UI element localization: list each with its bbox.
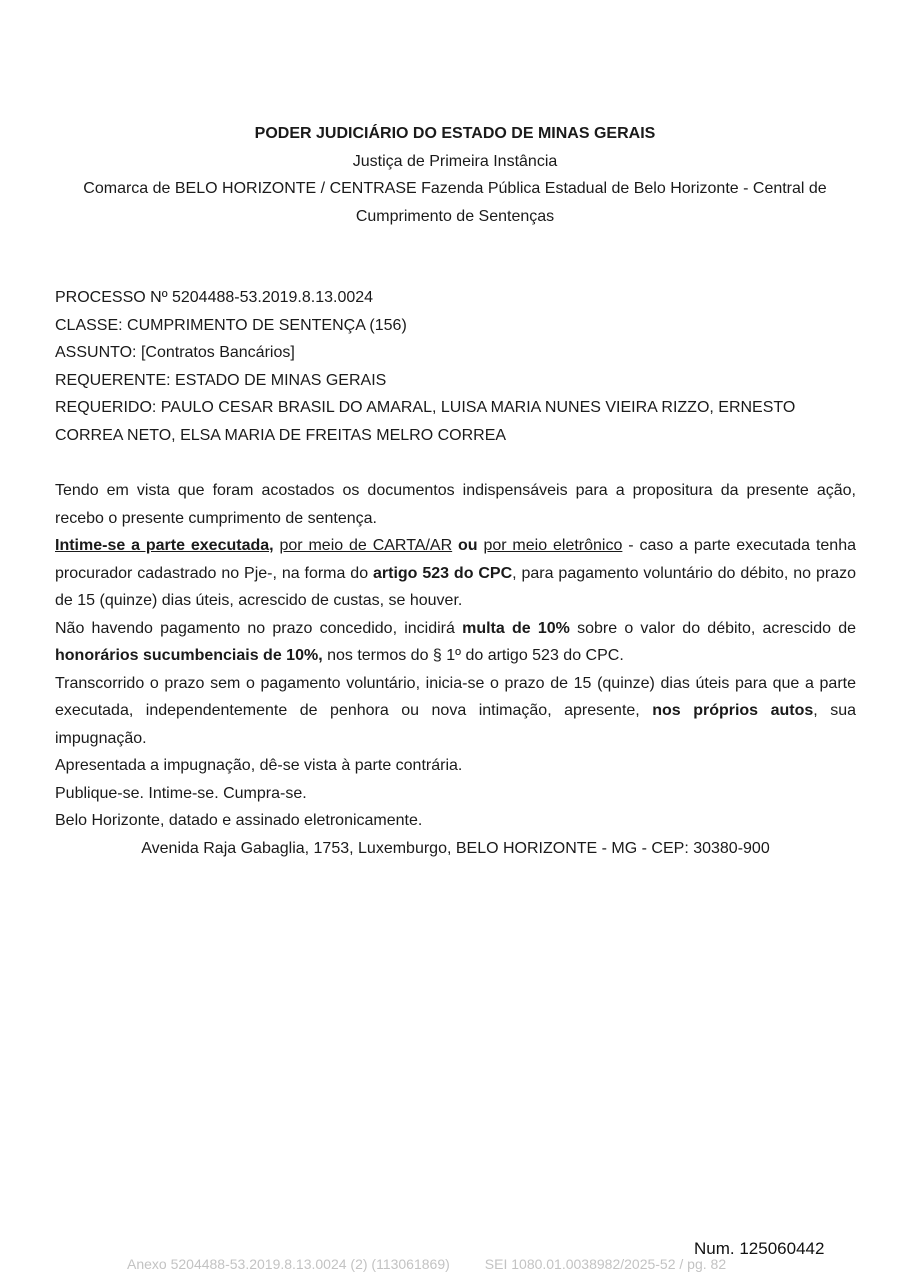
paragraph-receipt: Tendo em vista que foram acostados os documentos indispensáveis para a propositura da presente ação, recebo o presente cumprimento de sentença. bbox=[55, 482, 856, 527]
case-subject: ASSUNTO: [Contratos Bancários] bbox=[55, 344, 295, 361]
document-header bbox=[40, 120, 870, 230]
paragraph-signature: Belo Horizonte, datado e assinado eletronicamente. bbox=[55, 812, 423, 829]
court-name: PODER JUDICIÁRIO DO ESTADO DE MINAS GERAIS bbox=[254, 125, 656, 142]
document-number: Num. 125060442 bbox=[694, 1239, 825, 1258]
own-records: nos próprios autos bbox=[652, 702, 814, 719]
article-reference: artigo 523 do CPC bbox=[373, 564, 513, 582]
paragraph-publish: Publique-se. Intime-se. Cumpra-se. bbox=[55, 784, 307, 802]
summons-or: ou bbox=[458, 537, 478, 554]
paragraph-challenge: Transcorrido o prazo sem o pagamento voluntário, inicia-se o prazo de 15 (quinze) dias úteis para que a parte executada, independentemente de penhora ou nova intimação, apresente, nos próprios autos, sua impugnação. bbox=[55, 674, 857, 747]
case-class: CLASSE: CUMPRIMENTO DE SENTENÇA (156) bbox=[55, 316, 407, 334]
court-district: Comarca de BELO HORIZONTE / CENTRASE Fazenda Pública Estadual de Belo Horizonte - Central de Cumprimento de Sentenças bbox=[83, 180, 827, 225]
penalty-fine: multa de 10% bbox=[462, 619, 570, 637]
case-metadata bbox=[55, 284, 860, 449]
summons-lead: Intime-se a parte executada, bbox=[55, 537, 274, 554]
summons-electronic: por meio eletrônico bbox=[483, 537, 623, 554]
court-address: Avenida Raja Gabaglia, 1753, Luxemburgo, BELO HORIZONTE - MG - CEP: 30380-900 bbox=[141, 839, 770, 857]
summons-mail: por meio de CARTA/AR bbox=[279, 537, 453, 554]
paragraph-summons: Intime-se a parte executada, por meio de CARTA/AR ou por meio eletrônico - caso a parte executada tenha procurador cadastrado no Pje-, na forma do artigo 523 do CPC, para pagamento voluntário do débito, no prazo de 15 (quinze) dias úteis, acrescido de custas, se houver. bbox=[55, 537, 856, 609]
paragraph-penalty: Não havendo pagamento no prazo concedido, incidirá multa de 10% sobre o valor do débito, acrescido de honorários sucumbenciais de 10%, nos termos do § 1º do artigo 523 do CPC. bbox=[55, 619, 857, 664]
paragraph-response: Apresentada a impugnação, dê-se vista à parte contrária. bbox=[55, 757, 463, 774]
case-plaintiff: REQUERENTE: ESTADO DE MINAS GERAIS bbox=[55, 371, 387, 389]
case-number: PROCESSO Nº 5204488-53.2019.8.13.0024 bbox=[55, 289, 374, 306]
page-footer: Anexo 5204488-53.2019.8.13.0024 (2) (113061869) SEI 1080.01.0038982/2025-52 / pg. 82 bbox=[127, 1256, 727, 1272]
case-defendants: REQUERIDO: PAULO CESAR BRASIL DO AMARAL, LUISA MARIA NUNES VIEIRA RIZZO, ERNESTO CORREA NETO, ELSA MARIA DE FREITAS MELRO CORREA bbox=[55, 399, 796, 444]
penalty-fees: honorários sucumbenciais de 10%, bbox=[55, 647, 323, 664]
decision-body bbox=[55, 477, 856, 862]
court-instance: Justiça de Primeira Instância bbox=[352, 152, 558, 170]
